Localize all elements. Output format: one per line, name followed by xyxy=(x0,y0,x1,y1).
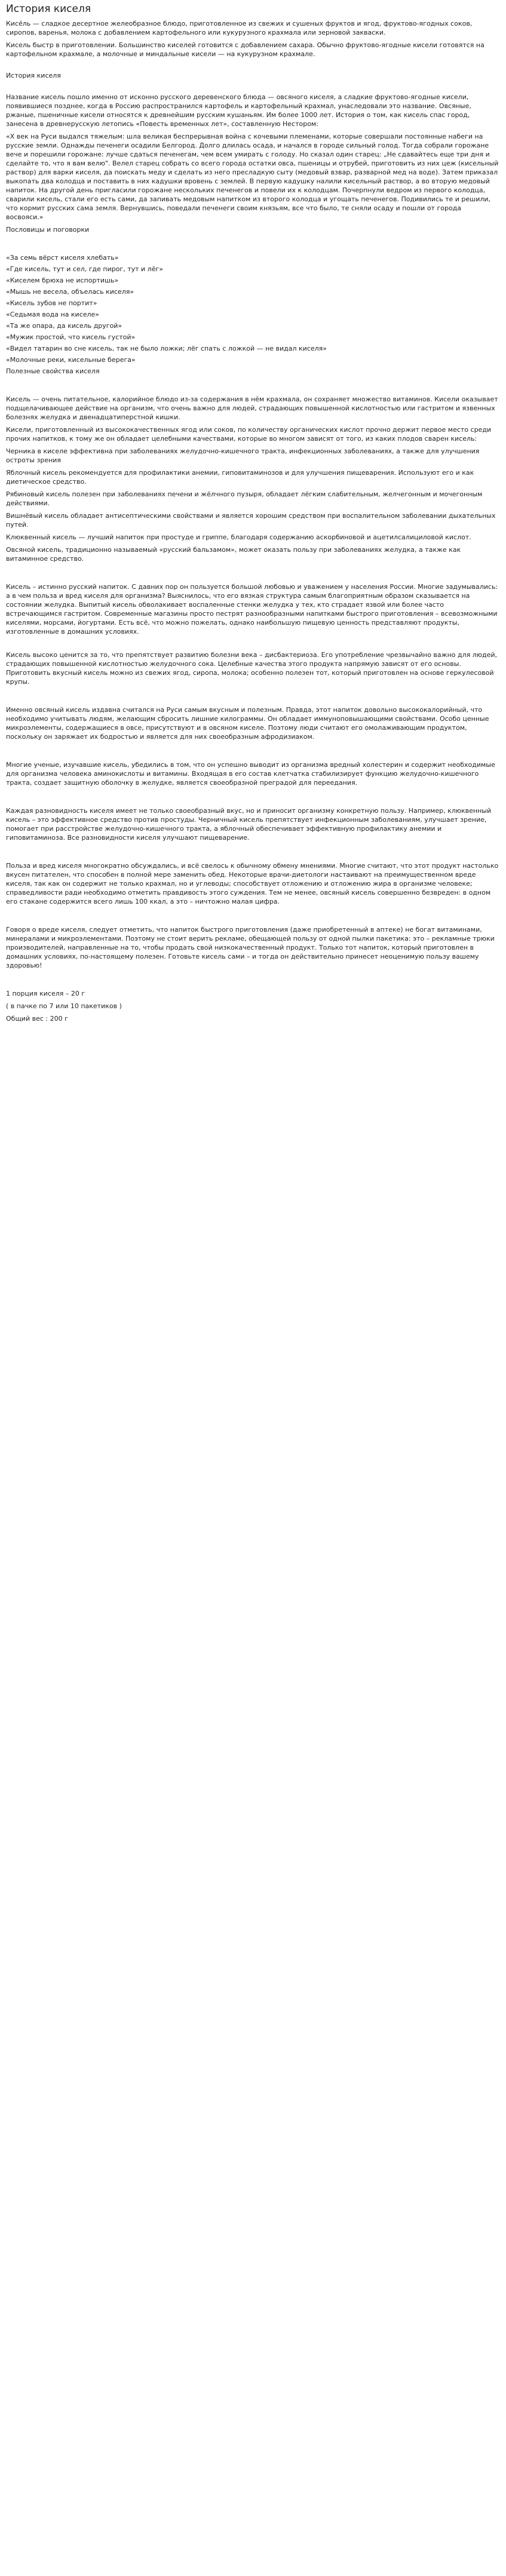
saying-item: «Седьмая вода на киселе» xyxy=(6,311,100,318)
article xyxy=(0,0,506,1033)
page-title: История киселя xyxy=(6,3,91,15)
benefits-heading: Полезные свойства киселя xyxy=(6,367,100,375)
history-quote: «Х век на Руси выдался тяжелым: шла великая беспрерывная война с кочевыми племенами, которые совершали постоянные набеги на русские земли. Однажды печенеги осадили Белгород. Долго длилась осада, и начался в городе сильный голод. Тогда собрали горожане вече и порешили горожане: лучше сдаться печенегам, чем всем умирать с голоду. Но сказал один старец: „Не сдавайтесь еще три дня и сделайте то, что я вам велю". Велел старец собрать со всего города остатки овса, пшеницы и отрубей, приготовить из них цеж (кисельный раствор) для варки киселя, да поискать меду и сделать из него пресладкую сыту (медовый взвар, разварной мед на воде). Затем приказал выкопать два колодца и поставить в них кадушки вровень с землей. В первую кадушку налили кисельный раствор, а во вторую медовый напиток. На другой день пригласили горожане нескольких печенегов и повели их к колодцам. Почерпнули ведром из первого колодца, сварили кисель, стали его есть сами, да запивать медовым напитком из второго колодца и угощать печенегов. Подивились те и решили, что кормит русских сама земля. Вернувшись, поведали печенеги своим князьям, все что было, те сняли осаду и пошли от города восвояси.» xyxy=(6,133,499,221)
benefits-paragraph: Клюквенный кисель — лучший напиток при простуде и гриппе, благодаря содержанию аскорбиновой и ацетилсалициловой кислот. xyxy=(6,533,471,541)
harm-paragraph: Говоря о вреде киселя, следует отметить, что напиток быстрого приготовления (даже приобретенный в аптеке) не богат витаминами, минералами и микроэлементами. Поэтому не стоит верить рекламе, обещающей пользу от одной пылки пакетика: это – рекламные трюки производителей, направленные на то, чтобы продать свой низкокачественный продукт. Только тот напиток, который приготовлен в домашних условиях, по-настоящему полезен. Готовьте кисель сами – и тогда он действительно принесет неоценимую пользу вашему здоровью! xyxy=(6,926,495,969)
intro-paragraph: Кисе́ль — сладкое десертное желеобразное блюдо, приготовленное из свежих и сушеных фруктов и ягод, фруктово-ягодных соков, сиропов, варенья, молока с добавлением картофельного или кукурузного крахмала или зерновой закваски. xyxy=(6,20,473,36)
benefits-paragraph: Вишнёвый кисель обладает антисептическими свойствами и является хорошим средством при воспалительном заболевании дыхательных путей. xyxy=(6,512,496,529)
total-weight: Общий вес : 200 г xyxy=(6,1015,68,1023)
benefits-paragraph: Именно овсяный кисель издавна считался на Руси самым вкусным и полезным. Правда, этот напиток довольно высококалорийный, что необходимо учитывать людям, желающим сбросить лишние килограммы. Он обладает иммуноповышающими свойствами. Особо ценные микроэлементы, содержащиеся в овсе, присутствуют и в овсяном киселе. Поэтому люди считают его омолаживающим продуктом, поскольку он заряжает их бодростью и является для них своеобразным афродизиаком. xyxy=(6,706,489,741)
benefits-paragraph: Кисели, приготовленный из высококачественных ягод или соков, по количеству органических кислот прочно держит первое место среди прочих напитков, к тому же он обладает целебными качествами, которые во многом зависят от того, из каких плодов сварен кисель: xyxy=(6,426,492,443)
benefits-paragraph: Кисель высоко ценится за то, что препятствует развитию болезни века – дисбактериоза. Его употребление чрезвычайно важно для людей, страдающих повышенной кислотностью желудочного сока. Целебные качества этого продукта напрямую зависят от его основы. Приготовить вкусный кисель можно из свежих ягод, сиропа, молока; особенно полезен тот, который приготовлен на основе геркулесовой крупы. xyxy=(6,651,498,686)
saying-item: «За семь вёрст киселя хлебать» xyxy=(6,254,119,262)
saying-item: «Та же опара, да кисель другой» xyxy=(6,322,122,330)
benefits-paragraph: Рябиновый кисель полезен при заболеваниях печени и жёлчного пузыря, обладает лёгким слабительным, желчегонным и мочегонным действиями. xyxy=(6,490,483,507)
pack-count: ( в пачке по 7 или 10 пакетиков ) xyxy=(6,1002,122,1010)
intro-section xyxy=(6,19,500,59)
saying-item: «Кисель зубов не портит» xyxy=(6,299,97,307)
product-info xyxy=(6,989,500,1023)
sayings-heading: Пословицы и поговорки xyxy=(6,226,90,234)
harm-paragraph: Польза и вред киселя многократно обсуждались, и всё свелось к обычному обмену мнениями. Многие считают, что этот продукт настолько вкусен питателен, что способен в полной мере заменить обед. Некоторые врачи-диетологи настаивают на преимущественном вреде киселя, так как он содержит не только крахмал, но и углеводы; способствует отложению и отложению жира в организме человеке; справедливости ради необходимо отметить правдивость этого суждения. Тем не менее, овсяный кисель совершенно безвреден: в одном его стакане содержится всего лишь 100 ккал, а это – ничтожно малая цифра. xyxy=(6,862,499,905)
benefits-paragraph: Кисель – истинно русский напиток. С давних пор он пользуется большой любовью и уважением у населения России. Многие задумывались: а в чем польза и вред киселя для организма? Выяснилось, что его вязкая структура самым благоприятным образом сказывается на состоянии желудка. Выпитый кисель обволакивает воспаленные стенки желудка у тех, кто страдает язвой или более часто встречающимся гастритом. Современные магазины просто пестрят разнообразными напитками быстрого приготовления – всевозможными киселями, морсами, йогуртами. Есть всё, что можно пожелать, однако наибольшую пищевую ценность представляют продукты, изготовленные в домашних условиях. xyxy=(6,583,498,635)
benefits-paragraph: Черника в киселе эффективна при заболеваниях желудочно-кишечного тракта, инфекционных заболеваниях, а также для улучшения остроты зрения xyxy=(6,447,480,464)
portion-size: 1 порция киселя – 20 г xyxy=(6,990,85,997)
history-paragraph: Название кисель пошло именно от исконно русского деревенского блюда — овсяного киселя, а сладкие фруктово-ягодные кисели, появившиеся позднее, когда в Россию распространился картофель и картофельный крахмал, унаследовали это название. Овсяные, ржаные, пшеничные кисели относятся к древнейшим русским кушаньям. Им более 1000 лет. История о том, как кисель спас город, занесена в древнерусскую летопись «Повесть временных лет», составленную Нестором: xyxy=(6,93,471,128)
saying-item: «Молочные реки, кисельные берега» xyxy=(6,356,136,364)
intro-paragraph: Кисель быстр в приготовлении. Большинство киселей готовится с добавлением сахара. Обычно фруктово-ягодные кисели готовятся на картофельном крахмале, а молочные и миндальные кисели — на кукурузном крахмале. xyxy=(6,41,484,58)
saying-item: «Видел татарин во сне кисель, так не было ложки; лёг спать с ложкой — не видал киселя» xyxy=(6,345,327,352)
saying-item: «Мышь не весела, объелась киселя» xyxy=(6,288,134,296)
saying-item: «Где кисель, тут и сел, где пирог, тут и лёг» xyxy=(6,265,163,273)
benefits-paragraph: Овсяной кисель, традиционно называемый «русский бальзамом», может оказать пользу при заболеваниях желудка, а также как витаминное средство. xyxy=(6,546,461,563)
benefits-paragraph: Кисель — очень питательное, калорийное блюдо из-за содержания в нём крахмала, он сохраняет множество витаминов. Кисели оказывает подщелачивающее действие на организм, что очень важно для людей, страдающих повышенной кислотностью или гастритом и язвенных болезнях желудка и двенадцатиперстной кишки. xyxy=(6,395,498,421)
history-heading: История киселя xyxy=(6,72,61,79)
history-section xyxy=(6,71,500,222)
benefits-paragraph: Яблочный кисель рекомендуется для профилактики анемии, гиповитаминозов и для улучшения пищеварения. Используют его и как диетическое средство. xyxy=(6,469,474,486)
benefits-paragraph: Каждая разновидность киселя имеет не только своеобразный вкус, но и приносит организму конкретную пользу. Например, клюквенный кисель – это эффективное средство против простуды. Черничный кисель препятствует инфекционным заболеваниям, улучшает зрение, помогает при расстройстве желудочно-кишечного тракта, а яблочный обеспечивает эффективную профилактику анемии и гиповитаминоза. Все разновидности киселя улучшают пищеварение. xyxy=(6,807,492,842)
saying-item: «Мужик простой, что кисель густой» xyxy=(6,333,136,341)
sayings-section xyxy=(6,225,500,364)
benefits-section xyxy=(6,367,500,970)
saying-item: «Киселем брюха не испортишь» xyxy=(6,277,119,284)
benefits-paragraph: Многие ученые, изучавшие кисель, убедились в том, что он успешно выводит из организма вредный холестерин и содержит необходимые для организма человека аминокислоты и витамины. Входящая в его состав клетчатка стабилизирует функцию желудочно-кишечного тракта, создает защитную оболочку в желудке, является своеобразной преградой для переедания. xyxy=(6,761,495,787)
